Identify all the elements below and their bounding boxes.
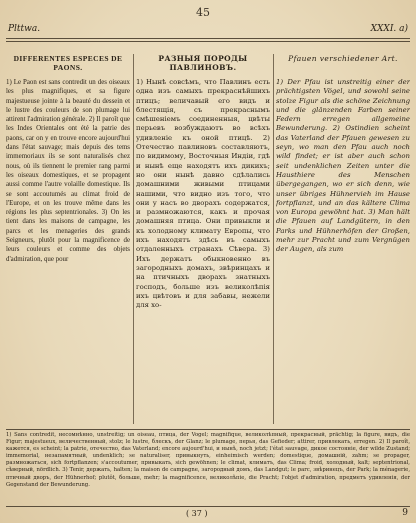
column-divider — [273, 54, 274, 424]
russian-column — [136, 54, 270, 426]
russian-column-text: 1) Нынѣ совсѣмъ, что Павлинъ есть одна изъ самыхъ прекраснѣйшихъ птицъ; величавый его видъ и блестящія, съ прекраснымъ смѣшеніемъ соединенныя, цвѣты перьевъ возбуждаютъ во всѣхъ удивленіе къ оной птицѣ. 2) Отечество павлиновъ составляютъ, по видимому, Восточныя Индіи, гдѣ и нынѣ еще находятъ ихъ дикихъ; но они нынѣ давно сдѣлались домашними живыми птицами нашими, что видно изъ того, что они у насъ во дворахъ содержатся, и размножаются, какъ и прочая домашняя птица. Они привыкли и къ холодному климату Европы, что ихъ находятъ здѣсь въ самыхъ отдаленныхъ странахъ Сѣвера. 3) Ихъ держатъ обыкновенно въ загородныхъ домахъ, звѣринцахъ и на птичныхъ дворахъ знатныхъ господъ, больше изъ великолѣпія ихъ цвѣтовъ и для забавы, нежели для хо- — [136, 78, 270, 310]
running-head-left: Plttwa. — [8, 24, 41, 34]
header-rule-top — [6, 38, 410, 39]
plate-number: ( 37 ) — [186, 509, 208, 518]
page-number: 45 — [196, 6, 210, 19]
column-divider — [133, 54, 134, 424]
signature-mark: 9 — [402, 508, 408, 518]
russian-column-title: РАЗНЫЯ ПОРОДЫ ПАВЛИНОВЪ. — [158, 54, 248, 72]
german-column-text: 1) Der Pfau ist unstreitig einer der prächtigsten Vögel, und sowohl seine stolze Figur als die schöne Zeichnung und die glänzenden Farben seiner Federn erregen allgemeine Bewunderung. 2) Ostindien scheint das Vaterland der Pfauen gewesen zu seyn, wo man den Pfau auch noch wild findet; er ist aber auch schon seit undenklichen Zeiten unter die Hausthiere des Menschen übergegangen, wo er sich denn, wie unser übriges Hühnervieh im Hause fortpflanzt, und an das kältere Clima von Europa gewöhnt hat. 3) Man hält die Pfauen auf Landgütern, in den Parks und Hühnerhöfen der Großen, mehr zur Pracht und zum Vergnügen der Augen, als zum — [276, 78, 410, 254]
french-column — [6, 54, 130, 426]
header-rule-bottom — [6, 41, 410, 42]
german-column-title: Pfauen verschiedener Art. — [288, 54, 398, 63]
footnotes-rule — [6, 429, 410, 430]
running-head — [6, 24, 410, 36]
running-head-right: XXXI. a) — [370, 24, 408, 34]
german-column — [276, 54, 410, 426]
footnotes: 1) Sans contredit, несомнѣнно, unstreitig; un oiseau, птица, der Vogel; magnifique, великолѣпный, прекрасный, prächtig; la figure, видъ, die Figur; majestueux, величественный, stolz; le lustre, блескъ, der Glanz; le plumage, перья, das Gefieder; attirer, привлекать, erregen. 2) Il paroît, кажется, es scheint; la patrie, отечество, das Vaterland; encore aujourd'hui, и нынѣ, noch jetzt; l'état sauvage, дикое состояніе, der wilde Zustand; immemorial, незапамятный, undenklich; se naturaliser, привыкнуть, einheimisch werden; domestique, домашній, zahm; se propager, размножаться, sich fortpflanzen; s'accoutumer, привыкать, sich gewöhnen; le climat, климатъ, das Clima; froid, холодный, kalt; septentrional, сѣверный, nördlich. 3) Tenir, держать, halten; la maison de campagne, загородный домъ, das Landgut; le parc, звѣринецъ, der Park; la ménagerie, птичный дворъ, der Hühnerhof; plutôt, больше, mehr; la magnificence, великолѣпіе, die Pracht; l'objet d'admiration, предметъ удивленія, der Gegenstand der Bewunderung. — [6, 432, 410, 488]
french-column-title: DIFFERENTES ESPECES DE PAONS. — [13, 54, 123, 72]
footer-rule — [6, 506, 410, 507]
french-column-text: 1) Le Paon est sans contredit un des oiseaux les plus magnifiques, et sa figure majestueuse jointe à la beauté du dessein et le lustre des couleurs de son plumage lui attirent l'admiration générale. 2) Il paroît que les Indes Orientales ont été la patrie des paons, car on y en trouve encore aujourd'hui dans l'état sauvage; mais depuis des tems immemoriaux ils se sont naturalisés chez nous, où ils tiennent le premier rang parmi les oiseaux domestiques, et se propagent aussi comme l'autre volaille domestique. Ils se sont accoutumés au climat froid de l'Europe, et on les trouve même dans les régions les plus septentrionales. 3) On les tient dans les maisons de campagne, les parcs et les menageries des grands Seigneurs, plutôt pour la magnificence de leurs couleurs et comme des objets d'admiration, que pour — [6, 79, 130, 263]
